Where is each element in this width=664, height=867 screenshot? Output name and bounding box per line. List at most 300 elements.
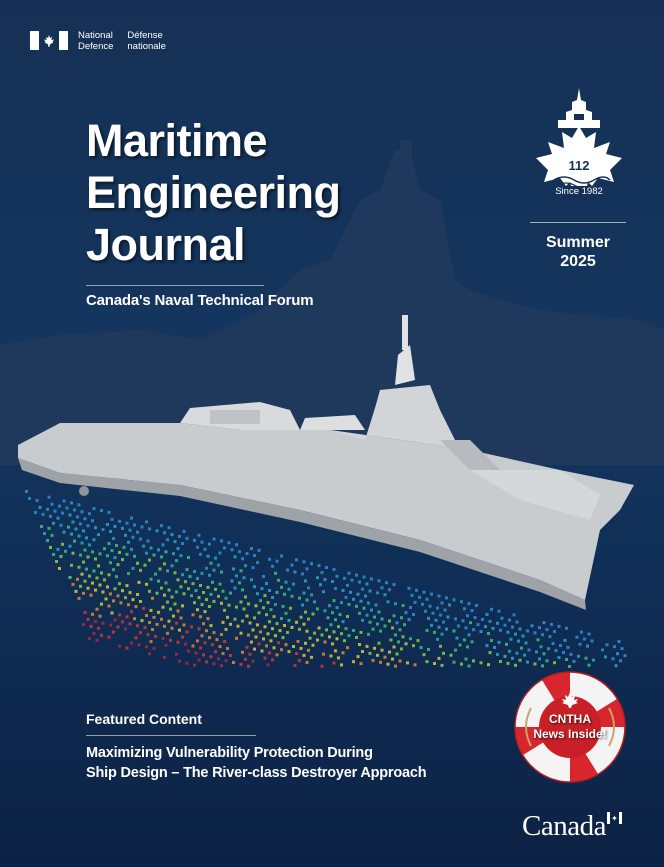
- wake-dot: [468, 665, 471, 668]
- wake-dot: [276, 560, 279, 563]
- wake-dot: [456, 637, 459, 640]
- wake-dot: [318, 627, 321, 630]
- wake-dot: [192, 613, 195, 616]
- government-signature: [30, 31, 166, 52]
- wake-dot: [289, 607, 292, 610]
- wake-dot: [426, 598, 429, 601]
- wake-dot: [351, 579, 354, 582]
- wake-dot: [168, 589, 171, 592]
- wake-dot: [132, 536, 135, 539]
- wake-dot: [229, 654, 232, 657]
- wake-dot: [195, 589, 198, 592]
- wake-dot: [381, 618, 384, 621]
- wake-dot: [118, 582, 121, 585]
- wake-dot: [199, 615, 202, 618]
- wake-dot: [186, 662, 189, 665]
- wake-dot: [285, 581, 288, 584]
- canada-flag-icon: [30, 31, 68, 50]
- wake-dot: [558, 625, 561, 628]
- wake-dot: [94, 557, 97, 560]
- wake-dot: [84, 580, 87, 583]
- wake-dot: [195, 652, 198, 655]
- wake-dot: [543, 652, 546, 655]
- wake-dot: [514, 664, 517, 667]
- journal-title: Maritime Engineering Journal: [86, 115, 341, 270]
- wake-dot: [489, 651, 492, 654]
- wake-dot: [580, 631, 583, 634]
- wake-dot: [217, 657, 220, 660]
- wake-dot: [130, 548, 133, 551]
- wake-dot: [108, 605, 111, 608]
- wake-dot: [187, 587, 190, 590]
- wake-dot: [145, 520, 148, 523]
- wake-dot: [391, 626, 394, 629]
- wake-dot: [115, 575, 118, 578]
- wake-dot: [87, 556, 90, 559]
- since-label: Since 1982: [555, 186, 603, 197]
- wake-dot: [508, 650, 511, 653]
- wake-dot: [378, 579, 381, 582]
- wake-dot: [109, 530, 112, 533]
- wake-dot: [336, 575, 339, 578]
- wake-dot: [270, 639, 273, 642]
- wake-dot: [72, 521, 75, 524]
- wake-dot: [349, 591, 352, 594]
- wake-dot: [84, 611, 87, 614]
- wake-dot: [460, 663, 463, 666]
- wake-dot: [40, 525, 43, 528]
- wake-dot: [357, 655, 360, 658]
- wake-dot: [217, 595, 220, 598]
- wake-dot: [255, 636, 258, 639]
- wake-dot: [249, 653, 252, 656]
- canada-wordmark: Canada ✦: [522, 810, 622, 842]
- wake-dot: [435, 619, 438, 622]
- wake-dot: [166, 601, 169, 604]
- wake-dot: [79, 554, 82, 557]
- wake-dot: [555, 649, 558, 652]
- wake-dot: [237, 625, 240, 628]
- wake-dot: [414, 601, 417, 604]
- wake-dot: [385, 581, 388, 584]
- wake-dot: [243, 576, 246, 579]
- wake-dot: [327, 616, 330, 619]
- wake-dot: [213, 569, 216, 572]
- wake-dot: [487, 663, 490, 666]
- wake-dot: [333, 662, 336, 665]
- wake-dot: [334, 587, 337, 590]
- wake-dot: [69, 514, 72, 517]
- wake-dot: [378, 611, 381, 614]
- wake-dot: [88, 575, 91, 578]
- wake-dot: [298, 597, 301, 600]
- wake-dot: [312, 613, 315, 616]
- wake-dot: [99, 584, 102, 587]
- wake-dot: [355, 574, 358, 577]
- wake-dot: [553, 630, 556, 633]
- wake-dot: [463, 638, 466, 641]
- wake-dot: [148, 527, 151, 530]
- wake-dot: [153, 616, 156, 619]
- wake-dot: [70, 501, 73, 504]
- wake-dot: [267, 632, 270, 635]
- wake-dot: [190, 594, 193, 597]
- wake-dot: [70, 564, 73, 567]
- wake-dot: [121, 589, 124, 592]
- wake-dot: [160, 555, 163, 558]
- wake-dot: [201, 603, 204, 606]
- wake-dot: [363, 607, 366, 610]
- wake-dot: [72, 583, 75, 586]
- wake-dot: [114, 556, 117, 559]
- wake-dot: [58, 505, 61, 508]
- wake-dot: [241, 620, 244, 623]
- wake-dot: [199, 584, 202, 587]
- wake-dot: [220, 539, 223, 542]
- wake-dot: [91, 519, 94, 522]
- wake-dot: [84, 549, 87, 552]
- wake-dot: [346, 646, 349, 649]
- featured-article-title[interactable]: Maximizing Vulnerability Protection During Ship Design – The River-class Destroyer Approach: [86, 745, 427, 781]
- wake-dot: [388, 588, 391, 591]
- wake-dot: [330, 655, 333, 658]
- wake-dot: [60, 524, 63, 527]
- wake-dot: [481, 618, 484, 621]
- life-ring-label: CNTHA News Inside!: [533, 712, 607, 741]
- wake-dot: [108, 542, 111, 545]
- wake-dot: [127, 603, 130, 606]
- wake-dot: [448, 603, 451, 606]
- wake-dot: [330, 623, 333, 626]
- wake-dot: [352, 660, 355, 663]
- wake-dot: [202, 591, 205, 594]
- wake-dot: [565, 627, 568, 630]
- wake-dot: [445, 628, 448, 631]
- wake-dot: [468, 602, 471, 605]
- wake-dot: [250, 547, 253, 550]
- wake-dot: [186, 631, 189, 634]
- wake-dot: [291, 626, 294, 629]
- wake-dot: [258, 611, 261, 614]
- wake-dot: [96, 608, 99, 611]
- wake-dot: [70, 533, 73, 536]
- wake-dot: [547, 647, 550, 650]
- wake-dot: [210, 655, 213, 658]
- wake-dot: [468, 633, 471, 636]
- wake-dot: [280, 555, 283, 558]
- wake-dot: [73, 508, 76, 511]
- wake-dot: [558, 656, 561, 659]
- wake-dot: [52, 553, 55, 556]
- wake-dot: [241, 557, 244, 560]
- wake-dot: [408, 587, 411, 590]
- wake-dot: [267, 601, 270, 604]
- wake-dot: [96, 577, 99, 580]
- wake-dot: [118, 520, 121, 523]
- wake-dot: [91, 613, 94, 616]
- wake-dot: [93, 507, 96, 510]
- wake-dot: [180, 585, 183, 588]
- wake-dot: [181, 604, 184, 607]
- wake-dot: [421, 603, 424, 606]
- wake-dot: [507, 662, 510, 665]
- wake-dot: [615, 664, 618, 667]
- wake-dot: [307, 649, 310, 652]
- wake-dot: [157, 611, 160, 614]
- wake-dot: [216, 638, 219, 641]
- wake-dot: [357, 593, 360, 596]
- wake-dot: [117, 626, 120, 629]
- wake-dot: [265, 613, 268, 616]
- wake-dot: [373, 616, 376, 619]
- wake-dot: [108, 573, 111, 576]
- wake-dot: [282, 636, 285, 639]
- wake-dot: [177, 641, 180, 644]
- wake-dot: [378, 642, 381, 645]
- wake-dot: [49, 515, 52, 518]
- wake-dot: [472, 659, 475, 662]
- wake-dot: [217, 564, 220, 567]
- wake-dot: [399, 628, 402, 631]
- wake-dot: [304, 579, 307, 582]
- wake-dot: [519, 628, 522, 631]
- wake-dot: [127, 541, 130, 544]
- wake-dot: [550, 623, 553, 626]
- wake-dot: [129, 529, 132, 532]
- wake-dot: [175, 590, 178, 593]
- wake-dot: [97, 533, 100, 536]
- wake-dot: [229, 592, 232, 595]
- wake-dot: [169, 608, 172, 611]
- wake-dot: [183, 592, 186, 595]
- wake-dot: [165, 582, 168, 585]
- wake-dot: [613, 645, 616, 648]
- wake-dot: [466, 614, 469, 617]
- wake-dot: [75, 590, 78, 593]
- wake-dot: [61, 512, 64, 515]
- wake-dot: [97, 627, 100, 630]
- wake-dot: [528, 649, 531, 652]
- wake-dot: [229, 623, 232, 626]
- wake-dot: [331, 642, 334, 645]
- wake-dot: [318, 564, 321, 567]
- wake-dot: [186, 537, 189, 540]
- wake-dot: [213, 538, 216, 541]
- wake-dot: [57, 517, 60, 520]
- wake-dot: [612, 657, 615, 660]
- wake-dot: [181, 542, 184, 545]
- wake-dot: [466, 645, 469, 648]
- wake-dot: [171, 564, 174, 567]
- wake-dot: [247, 634, 250, 637]
- wake-dot: [196, 546, 199, 549]
- wake-dot: [307, 618, 310, 621]
- wake-dot: [60, 555, 63, 558]
- wake-dot: [273, 646, 276, 649]
- wake-dot: [168, 526, 171, 529]
- wake-dot: [61, 543, 64, 546]
- wake-dot: [586, 645, 589, 648]
- wake-dot: [114, 619, 117, 622]
- wake-dot: [54, 510, 57, 513]
- wake-dot: [496, 653, 499, 656]
- wake-dot: [109, 561, 112, 564]
- wake-dot: [88, 543, 91, 546]
- wake-dot: [339, 613, 342, 616]
- wake-dot: [306, 599, 309, 602]
- wake-dot: [139, 538, 142, 541]
- wake-dot: [333, 630, 336, 633]
- wake-dot: [187, 650, 190, 653]
- wake-dot: [433, 631, 436, 634]
- wake-dot: [175, 622, 178, 625]
- wake-dot: [114, 525, 117, 528]
- wake-dot: [585, 657, 588, 660]
- wake-dot: [268, 558, 271, 561]
- wake-dot: [358, 581, 361, 584]
- wake-dot: [427, 617, 430, 620]
- wake-dot: [444, 609, 447, 612]
- wake-dot: [525, 642, 528, 645]
- wake-dot: [261, 650, 264, 653]
- wake-dot: [439, 614, 442, 617]
- wake-dot: [475, 604, 478, 607]
- wake-dot: [252, 566, 255, 569]
- wake-dot: [591, 640, 594, 643]
- wake-dot: [198, 596, 201, 599]
- wake-dot: [376, 654, 379, 657]
- wake-dot: [106, 554, 109, 557]
- wake-dot: [162, 637, 165, 640]
- wake-dot: [274, 572, 277, 575]
- wake-dot: [492, 627, 495, 630]
- wake-dot: [256, 592, 259, 595]
- wake-dot: [82, 592, 85, 595]
- wake-dot: [369, 590, 372, 593]
- wake-dot: [375, 604, 378, 607]
- wake-dot: [420, 646, 423, 649]
- wake-dot: [310, 593, 313, 596]
- wake-dot: [121, 527, 124, 530]
- wake-dot: [369, 621, 372, 624]
- wake-dot: [517, 640, 520, 643]
- wake-dot: [543, 621, 546, 624]
- wake-dot: [576, 636, 579, 639]
- wake-dot: [592, 659, 595, 662]
- wake-dot: [135, 636, 138, 639]
- wake-dot: [501, 617, 504, 620]
- wake-dot: [67, 526, 70, 529]
- wake-dot: [469, 621, 472, 624]
- wake-dot: [126, 522, 129, 525]
- wake-dot: [141, 619, 144, 622]
- wake-dot: [441, 664, 444, 667]
- wake-dot: [363, 576, 366, 579]
- wake-dot: [244, 564, 247, 567]
- wake-dot: [471, 640, 474, 643]
- wake-dot: [234, 618, 237, 621]
- wake-dot: [564, 639, 567, 642]
- wake-dot: [235, 543, 238, 546]
- wake-dot: [46, 539, 49, 542]
- wake-dot: [292, 645, 295, 648]
- wake-dot: [414, 663, 417, 666]
- wake-dot: [118, 551, 121, 554]
- wake-dot: [288, 619, 291, 622]
- wake-dot: [273, 615, 276, 618]
- wake-dot: [321, 571, 324, 574]
- wake-dot: [262, 606, 265, 609]
- wake-dot: [163, 625, 166, 628]
- wake-dot: [208, 574, 211, 577]
- wake-dot: [243, 608, 246, 611]
- wake-dot: [280, 586, 283, 589]
- wake-dot: [124, 627, 127, 630]
- wake-dot: [361, 650, 364, 653]
- wake-dot: [438, 595, 441, 598]
- wake-dot: [150, 547, 153, 550]
- wake-dot: [265, 582, 268, 585]
- wake-dot: [187, 556, 190, 559]
- wake-dot: [307, 586, 310, 589]
- wake-dot: [567, 646, 570, 649]
- wake-dot: [123, 546, 126, 549]
- wake-dot: [168, 620, 171, 623]
- wake-dot: [160, 524, 163, 527]
- wake-dot: [408, 618, 411, 621]
- wake-dot: [523, 654, 526, 657]
- wake-dot: [36, 499, 39, 502]
- wake-dot: [445, 596, 448, 599]
- wake-dot: [370, 609, 373, 612]
- wake-dot: [508, 619, 511, 622]
- wake-dot: [438, 657, 441, 660]
- wake-dot: [312, 644, 315, 647]
- wake-dot: [355, 636, 358, 639]
- wake-dot: [433, 662, 436, 665]
- wake-dot: [331, 580, 334, 583]
- wake-dot: [117, 594, 120, 597]
- wake-dot: [579, 643, 582, 646]
- wake-dot: [465, 626, 468, 629]
- wake-dot: [91, 582, 94, 585]
- wake-dot: [126, 615, 129, 618]
- wake-dot: [405, 642, 408, 645]
- wake-dot: [333, 599, 336, 602]
- wake-dot: [369, 652, 372, 655]
- wake-dot: [235, 637, 238, 640]
- wake-dot: [477, 623, 480, 626]
- wake-dot: [250, 578, 253, 581]
- wake-dot: [156, 623, 159, 626]
- wake-dot: [426, 660, 429, 663]
- wake-dot: [409, 637, 412, 640]
- wake-dot: [271, 627, 274, 630]
- wake-dot: [159, 568, 162, 571]
- wake-dot: [51, 534, 54, 537]
- wake-dot: [417, 639, 420, 642]
- wake-dot: [249, 622, 252, 625]
- wake-dot: [94, 620, 97, 623]
- wake-dot: [510, 638, 513, 641]
- wake-dot: [303, 623, 306, 626]
- wake-dot: [73, 540, 76, 543]
- wake-dot: [88, 637, 91, 640]
- wake-dot: [573, 660, 576, 663]
- wake-dot: [82, 561, 85, 564]
- wake-dot: [145, 614, 148, 617]
- wake-dot: [306, 630, 309, 633]
